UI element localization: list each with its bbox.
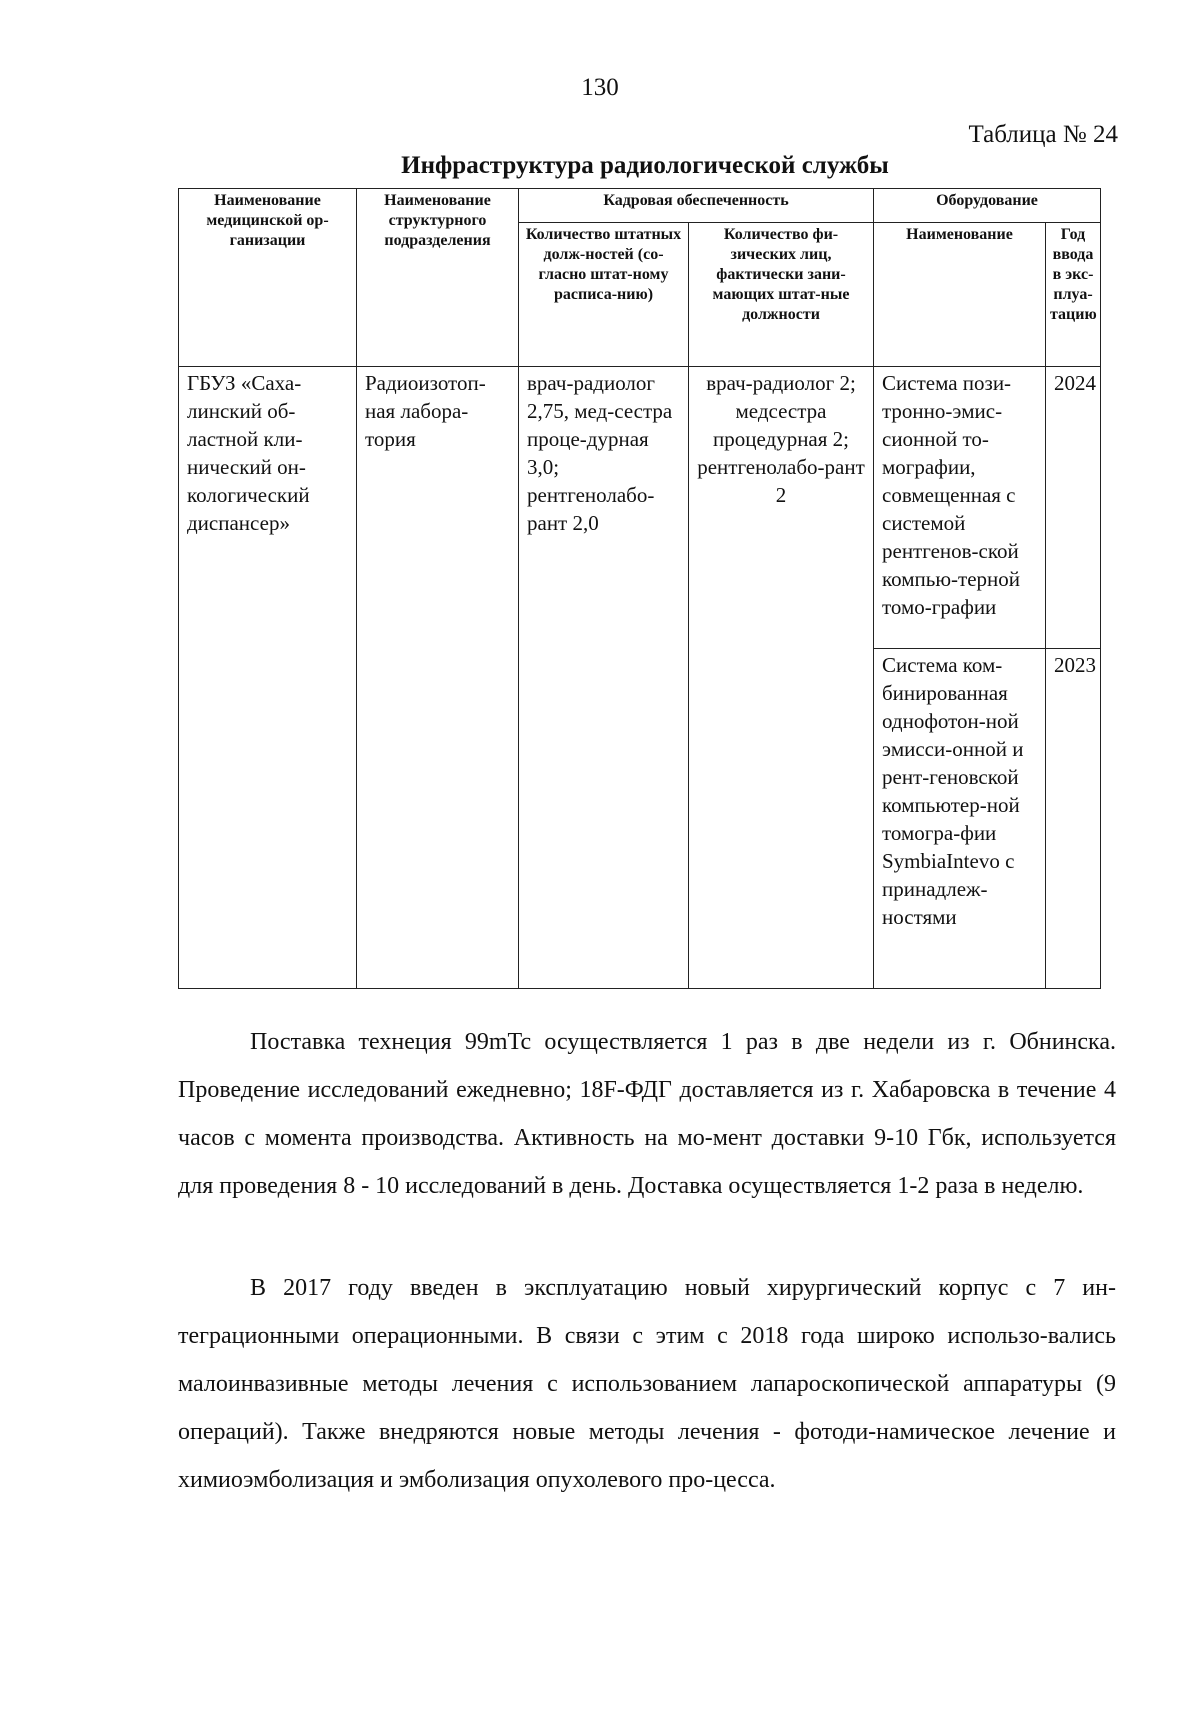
header-org: Наименование медицинской ор-ганизации — [179, 189, 357, 367]
cell-equip-year: 2023 — [1046, 649, 1101, 989]
page-number: 130 — [581, 74, 619, 101]
cell-org: ГБУЗ «Саха-линский об-ластной кли-нический он-кологический диспансер» — [179, 367, 357, 989]
header-unit: Наименование структурного подразделения — [357, 189, 519, 367]
header-person-count: Количество фи-зических лиц, фактически зани-мающих штат-ные должности — [689, 223, 874, 367]
cell-equip-name: Система ком-бинированная однофотон-ной эмисси-онной и рент-геновской компьютер-ной томогра-фии SymbiaIntevo с принадлеж-ностями — [874, 649, 1046, 989]
cell-equip-name: Система пози-тронно-эмис-сионной то-мографии, совмещенная с системой рентгенов-ской компью-терной томо-графии — [874, 367, 1046, 649]
header-equip-name: Наименование — [874, 223, 1046, 367]
header-staff-count: Количество штатных долж-ностей (со-гласно штат-ному расписа-нию) — [519, 223, 689, 367]
paragraph — [178, 1018, 1116, 1210]
table-caption: Таблица № 24 — [968, 121, 1118, 148]
header-equip-year: Год ввода в экс-плуа-тацию — [1046, 223, 1101, 367]
header-staffing: Кадровая обеспеченность — [519, 189, 874, 223]
cell-unit: Радиоизотоп-ная лабора-тория — [357, 367, 519, 989]
radiology-infrastructure-table — [178, 188, 1101, 989]
cell-person-count: врач-радиолог 2; медсестра процедурная 2; рентгенолабо-рант 2 — [689, 367, 874, 989]
paragraph — [178, 1264, 1116, 1504]
cell-staff-count: врач-радиолог 2,75, мед-сестра проце-дурная 3,0; рентгенолабо-рант 2,0 — [519, 367, 689, 989]
paragraph-text: Поставка технеция 99mTc осуществляется 1 раз в две недели из г. Обнинска. Проведение исследований ежедневно; 18F-ФДГ доставляется из г. Хабаровска в течение 4 часов с момента производства. Активность на мо-мент доставки 9-10 Гбк, используется для проведения 8 - 10 исследований в день. Доставка осуществляется 1-2 раза в неделю. — [178, 1029, 1116, 1199]
cell-equip-year: 2024 — [1046, 367, 1101, 649]
header-equipment: Оборудование — [874, 189, 1101, 223]
table-title: Инфраструктура радиологической службы — [401, 152, 889, 179]
paragraph-text: В 2017 году введен в эксплуатацию новый хирургический корпус с 7 ин-теграционными операционными. В связи с этим с 2018 года широко использо-вались малоинвазивные методы лечения с использованием лапароскопической аппаратуры (9 операций). Также внедряются новые методы лечения - фотоди-намическое лечение и химиоэмболизация и эмболизация опухолевого про-цесса. — [178, 1275, 1116, 1493]
